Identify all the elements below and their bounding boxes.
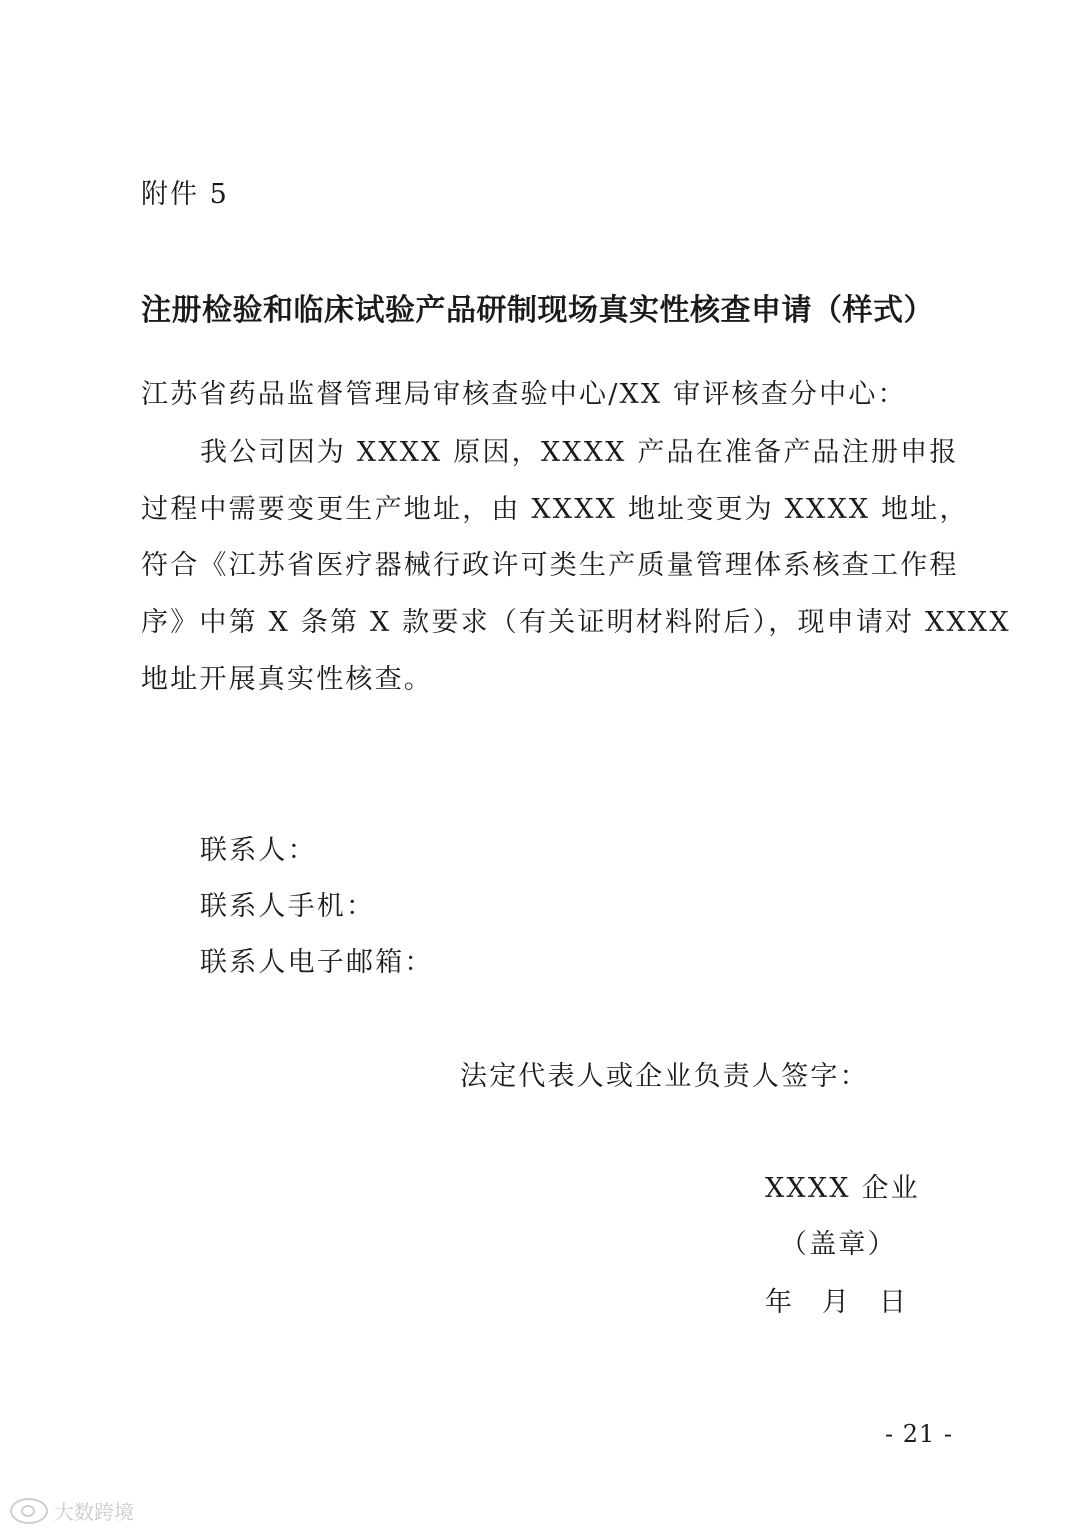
contact-person-label: 联系人： [200, 835, 317, 866]
page-number: - 21 - [885, 1420, 954, 1448]
attachment-label: 附件 5 [141, 179, 229, 210]
salutation: 江苏省药品监督管理局审核查验中心/XX 审评核查分中心： [141, 379, 907, 410]
contact-email-label: 联系人电子邮箱： [200, 947, 434, 978]
body-line: 过程中需要变更生产地址，由 XXXX 地址变更为 XXXX 地址， [141, 494, 969, 525]
watermark-text: 大数跨境 [54, 1500, 134, 1524]
signer-label: 法定代表人或企业负责人签字： [460, 1061, 869, 1092]
company-name: XXXX 企业 [765, 1173, 920, 1204]
body-line: 地址开展真实性核查。 [141, 664, 433, 695]
body-line: 我公司因为 XXXX 原因，XXXX 产品在准备产品注册申报 [200, 437, 959, 468]
date-day: 日 [879, 1287, 906, 1318]
body-line: 序》中第 X 条第 X 款要求（有关证明材料附后），现申请对 XXXX [141, 607, 1011, 638]
watermark [10, 1496, 134, 1525]
body-line: 符合《江苏省医疗器械行政许可类生产质量管理体系核查工作程 [141, 550, 959, 581]
seal-label: （盖章） [780, 1229, 897, 1260]
watermark-logo-icon [10, 1498, 48, 1524]
contact-phone-label: 联系人手机： [200, 891, 376, 922]
date-line [765, 1280, 906, 1319]
date-year: 年 [765, 1287, 792, 1318]
date-month: 月 [822, 1287, 849, 1318]
document-title: 注册检验和临床试验产品研制现场真实性核查申请（样式） [141, 293, 934, 328]
